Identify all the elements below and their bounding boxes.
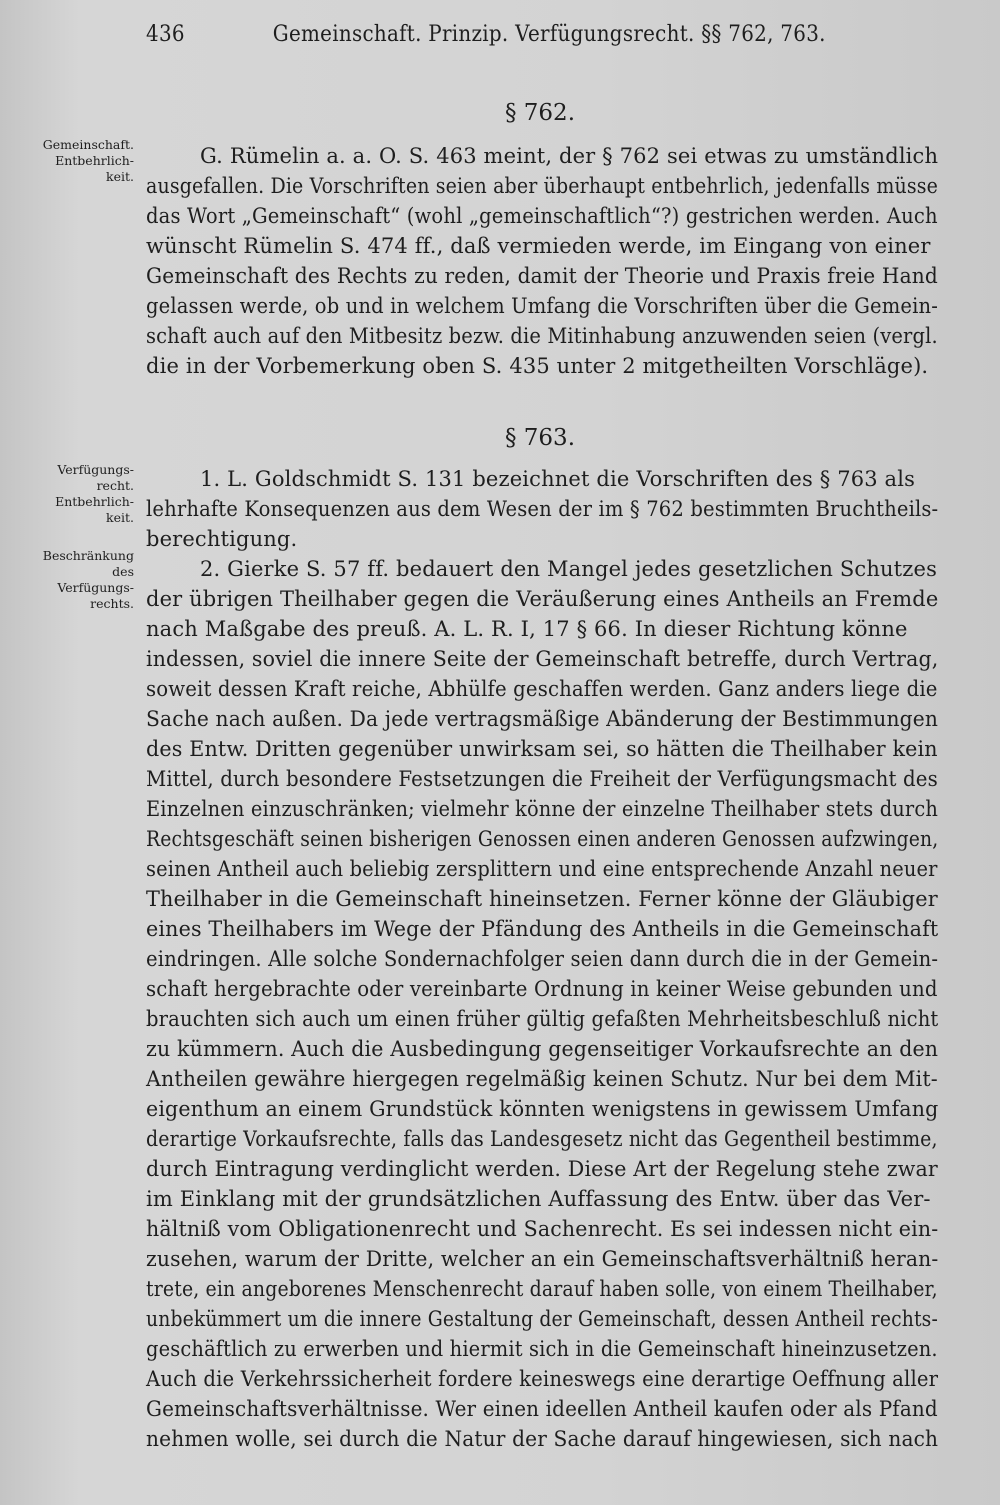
text-line: nehmen wolle, sei durch die Natur der Sache darauf hingewiesen, sich nach bbox=[146, 1427, 939, 1451]
text-line: eindringen. Alle solche Sondernachfolger seien dann durch die in der Gemein- bbox=[146, 947, 939, 971]
text-line: im Einklang mit der grundsätzlichen Auffassung des Entw. über das Ver- bbox=[146, 1187, 931, 1211]
text-line: eigenthum an einem Grundstück könnten wenigstens in gewissem Umfang bbox=[146, 1097, 939, 1121]
text-line: nach Maßgabe des preuß. A. L. R. I, 17 § 66. In dieser Richtung könne bbox=[146, 617, 908, 641]
text-line: brauchten sich auch um einen früher gültig gefaßten Mehrheitsbeschluß nicht bbox=[146, 1007, 939, 1031]
running-header bbox=[146, 22, 826, 47]
text-line: 2. Gierke S. 57 ff. bedauert den Mangel jedes gesetzlichen Schutzes bbox=[200, 557, 937, 581]
text-line: gelassen werde, ob und in welchem Umfang die Vorschriften über die Gemein- bbox=[146, 294, 938, 318]
page-number: 436 bbox=[146, 22, 185, 47]
text-line: Auch die Verkehrssicherheit fordere keineswegs eine derartige Oeffnung aller bbox=[146, 1367, 939, 1391]
text-line: eines Theilhabers im Wege der Pfändung des Antheils in die Gemeinschaft bbox=[146, 917, 939, 941]
text-line: ausgefallen. Die Vorschriften seien aber überhaupt entbehrlich, jedenfalls müsse bbox=[146, 174, 938, 198]
text-line: unbekümmert um die innere Gestaltung der Gemeinschaft, dessen Antheil rechts- bbox=[146, 1307, 938, 1331]
text-line: trete, ein angeborenes Menschenrecht darauf haben solle, von einem Theilhaber, bbox=[146, 1277, 938, 1301]
text-line: Gemeinschaftsverhältnisse. Wer einen ideellen Antheil kaufen oder als Pfand bbox=[146, 1397, 938, 1421]
text-line: derartige Vorkaufsrechte, falls das Landesgesetz nicht das Gegentheil bestimme, bbox=[146, 1127, 938, 1151]
margin-note-verfuegungsrecht: Verfügungs- recht. Entbehrlich- keit. bbox=[55, 462, 134, 525]
text-line: Antheilen gewähre hiergegen regelmäßig keinen Schutz. Nur bei dem Mit- bbox=[146, 1067, 938, 1091]
text-line: Gemeinschaft des Rechts zu reden, damit der Theorie und Praxis freie Hand bbox=[146, 264, 938, 288]
text-line: der übrigen Theilhaber gegen die Veräußerung eines Antheils an Fremde bbox=[146, 587, 939, 611]
text-line: Theilhaber in die Gemeinschaft hineinsetzen. Ferner könne der Gläubiger bbox=[146, 887, 938, 911]
text-line: durch Eintragung verdinglicht werden. Diese Art der Regelung stehe zwar bbox=[146, 1157, 938, 1181]
text-line: soweit dessen Kraft reiche, Abhülfe geschaffen werden. Ganz anders liege die bbox=[146, 677, 938, 701]
text-line: Rechtsgeschäft seinen bisherigen Genossen einen anderen Genossen aufzwingen, bbox=[146, 827, 939, 851]
margin-note-beschraenkung: Beschränkung des Verfügungs- rechts. bbox=[42, 548, 134, 611]
text-line: Einzelnen einzuschränken; vielmehr könne der einzelne Theilhaber stets durch bbox=[146, 797, 938, 821]
text-line: die in der Vorbemerkung oben S. 435 unter 2 mitgetheilten Vorschläge). bbox=[146, 354, 929, 378]
running-title: Gemeinschaft. Prinzip. Verfügungsrecht. §§ 762, 763. bbox=[272, 22, 826, 47]
margin-note-gemeinschaft: Gemeinschaft. Entbehrlich- keit. bbox=[42, 137, 134, 184]
section-heading-763: § 763. bbox=[504, 425, 576, 451]
text-line: zu kümmern. Auch die Ausbedingung gegenseitiger Vorkaufsrechte an den bbox=[146, 1037, 939, 1061]
text-line: lehrhafte Konsequenzen aus dem Wesen der im § 762 bestimmten Bruchtheils- bbox=[146, 497, 939, 521]
text-line: G. Rümelin a. a. O. S. 463 meint, der § 762 sei etwas zu umständlich bbox=[200, 144, 939, 168]
text-line: des Entw. Dritten gegenüber unwirksam sei, so hätten die Theilhaber kein bbox=[146, 737, 938, 761]
text-line: schaft auch auf den Mitbesitz bezw. die Mitinhabung anzuwenden seien (vergl. bbox=[146, 324, 938, 348]
text-line: hältniß vom Obligationenrecht und Sachenrecht. Es sei indessen nicht ein- bbox=[146, 1217, 939, 1241]
text-line: zusehen, warum der Dritte, welcher an ein Gemeinschaftsverhältniß heran- bbox=[146, 1247, 939, 1271]
text-line: Mittel, durch besondere Festsetzungen die Freiheit der Verfügungsmacht des bbox=[146, 767, 938, 791]
text-line: schaft hergebrachte oder vereinbarte Ordnung in keiner Weise gebunden und bbox=[146, 977, 938, 1001]
text-line: 1. L. Goldschmidt S. 131 bezeichnet die Vorschriften des § 763 als bbox=[200, 467, 916, 491]
text-line: wünscht Rümelin S. 474 ff., daß vermieden werde, im Eingang von einer bbox=[146, 234, 931, 258]
text-line: indessen, soviel die innere Seite der Gemeinschaft betreffe, durch Vertrag, bbox=[146, 647, 939, 671]
text-line: geschäftlich zu erwerben und hiermit sich in die Gemeinschaft hineinzusetzen. bbox=[146, 1337, 938, 1361]
text-line: Sache nach außen. Da jede vertragsmäßige Abänderung der Bestimmungen bbox=[146, 707, 939, 731]
text-line: das Wort „Gemeinschaft“ (wohl „gemeinschaftlich“?) gestrichen werden. Auch bbox=[146, 204, 938, 228]
text-line: seinen Antheil auch beliebig zersplittern und eine entsprechende Anzahl neuer bbox=[146, 857, 938, 881]
section-heading-762: § 762. bbox=[504, 100, 576, 126]
text-line: berechtigung. bbox=[146, 527, 298, 551]
